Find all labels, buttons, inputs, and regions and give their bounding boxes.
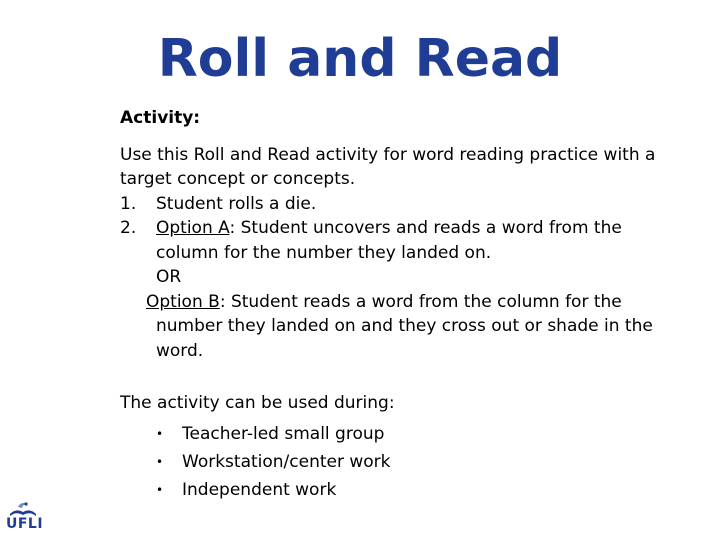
- step-1-number: 1.: [120, 193, 137, 214]
- step-1: [120, 192, 660, 217]
- option-b-text: : Student reads a word from the column for the number they landed on and they cross out or shade in the word.: [156, 291, 653, 361]
- option-b: [120, 290, 660, 364]
- usage-item-text: Independent work: [182, 479, 337, 500]
- step-1-text: Student rolls a die.: [156, 193, 317, 214]
- option-b-label: Option B: [146, 291, 220, 312]
- list-item: [120, 420, 660, 448]
- option-a-text: : Student uncovers and reads a word from the column for the number they landed on.: [156, 218, 622, 263]
- intro-text: Use this Roll and Read activity for word reading practice with a target concept or concepts.: [120, 144, 656, 189]
- bullet-icon: •: [156, 482, 164, 497]
- usage-item-text: Teacher-led small group: [182, 423, 385, 444]
- activity-heading: Activity:: [120, 108, 201, 128]
- usage-list: [120, 420, 660, 504]
- list-item: [120, 448, 660, 476]
- list-item: [120, 476, 660, 504]
- option-a-label: Option A: [156, 218, 230, 238]
- page-title: Roll and Read: [157, 29, 563, 89]
- step-2: [120, 216, 660, 265]
- content: [120, 106, 660, 504]
- step-2-number: 2.: [120, 218, 137, 238]
- ufli-logo-text: UFLI: [6, 516, 44, 532]
- or-text: [120, 265, 660, 290]
- bullet-icon: •: [156, 426, 164, 441]
- usage-heading: The activity can be used during:: [120, 393, 395, 413]
- or-label: OR: [156, 267, 182, 287]
- bullet-icon: •: [156, 454, 164, 469]
- usage-item-text: Workstation/center work: [182, 451, 391, 472]
